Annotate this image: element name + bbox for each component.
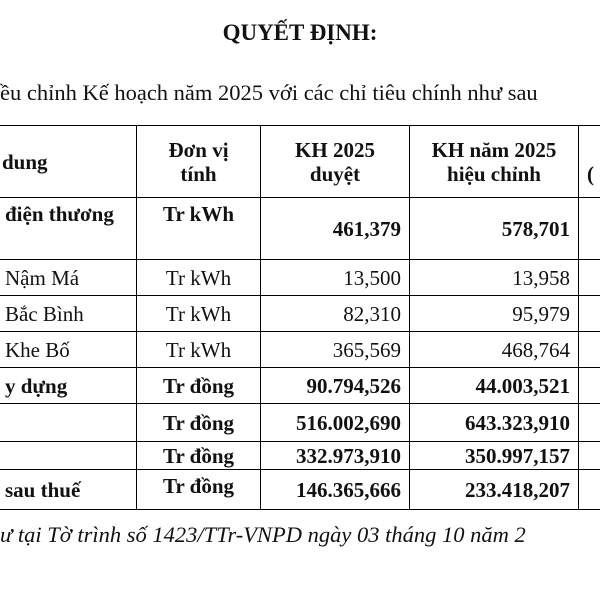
row-label: y dựng: [0, 368, 137, 404]
row-kh-adjusted: 643.323,910: [410, 404, 579, 442]
row-kh2025: 332.973,910: [261, 442, 410, 470]
header-kh2025: [261, 126, 410, 198]
row-kh2025: 516.002,690: [261, 404, 410, 442]
row-kh-adjusted: 233.418,207: [410, 470, 579, 510]
row-label: Nậm Má: [0, 260, 137, 296]
row-label: Bắc Bình: [0, 296, 137, 332]
row-partial-cell: [579, 296, 600, 332]
row-label: điện thương: [0, 198, 137, 260]
table-row: [0, 332, 600, 368]
row-kh-adjusted: 95,979: [410, 296, 579, 332]
header-unit: [137, 126, 261, 198]
row-partial-cell: [579, 442, 600, 470]
row-kh-adjusted: 13,958: [410, 260, 579, 296]
row-partial-cell: [579, 260, 600, 296]
row-unit: Tr đồng: [137, 442, 261, 470]
row-kh2025: 146.365,666: [261, 470, 410, 510]
header-partial-label: (: [587, 161, 594, 186]
row-kh2025: 365,569: [261, 332, 410, 368]
decision-heading: QUYẾT ĐỊNH:: [222, 20, 378, 45]
intro-text: ều chỉnh Kế hoạch năm 2025 với các chỉ tiêu chính như sau: [0, 80, 538, 105]
row-kh2025: 90.794,526: [261, 368, 410, 404]
header-partial-col: [579, 126, 600, 198]
row-label: sau thuế: [0, 470, 137, 510]
row-kh2025: 13,500: [261, 260, 410, 296]
row-unit: Tr kWh: [137, 332, 261, 368]
row-label: [0, 404, 137, 442]
plan-table-container: [0, 125, 600, 510]
row-kh-adjusted: 578,701: [410, 198, 579, 260]
header-kh2025-line1: KH 2025: [295, 137, 375, 162]
table-row: [0, 296, 600, 332]
header-kh-adjusted-line1: KH năm 2025: [431, 137, 557, 162]
row-partial-cell: [579, 198, 600, 260]
row-kh-adjusted: 44.003,521: [410, 368, 579, 404]
row-kh-adjusted: 468,764: [410, 332, 579, 368]
row-partial-cell: [579, 470, 600, 510]
row-label: [0, 442, 137, 470]
row-kh2025: 82,310: [261, 296, 410, 332]
row-kh2025: 461,379: [261, 198, 410, 260]
row-unit: Tr kWh: [137, 296, 261, 332]
reference-footnote: ư tại Tờ trình số 1423/TTr-VNPD ngày 03 tháng 10 năm 2: [0, 522, 526, 547]
header-kh-adjusted-line2: hiệu chỉnh: [447, 161, 541, 186]
header-kh2025-line2: duyệt: [309, 161, 361, 186]
row-partial-cell: [579, 332, 600, 368]
header-content: [0, 126, 137, 198]
header-content-label: dung: [2, 149, 48, 174]
table-header-row: [0, 126, 600, 198]
row-unit: Tr kWh: [137, 198, 261, 260]
row-unit: Tr đồng: [137, 470, 261, 510]
table-row: [0, 198, 600, 260]
header-unit-line1: Đơn vị: [168, 137, 229, 162]
row-partial-cell: [579, 404, 600, 442]
row-unit: Tr đồng: [137, 368, 261, 404]
table-row: [0, 442, 600, 470]
table-row: [0, 470, 600, 510]
header-unit-line2: tính: [180, 161, 217, 186]
row-partial-cell: [579, 368, 600, 404]
table-row: [0, 368, 600, 404]
row-kh-adjusted: 350.997,157: [410, 442, 579, 470]
row-unit: Tr đồng: [137, 404, 261, 442]
header-kh-adjusted: [410, 126, 579, 198]
plan-table: [0, 125, 600, 510]
row-label: Khe Bố: [0, 332, 137, 368]
row-unit: Tr kWh: [137, 260, 261, 296]
table-row: [0, 260, 600, 296]
table-row: [0, 404, 600, 442]
